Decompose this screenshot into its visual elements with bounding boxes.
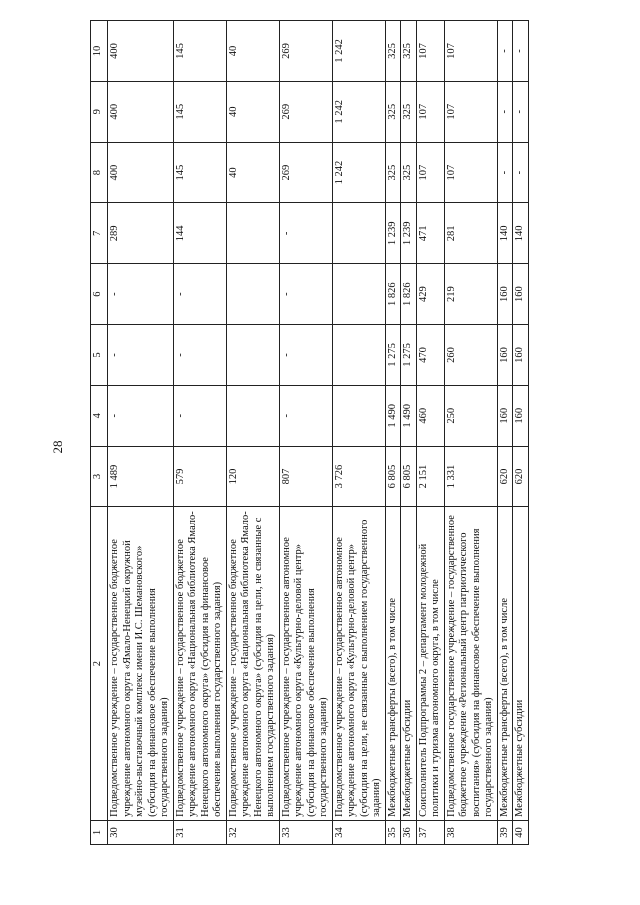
value-cell: 1 490 xyxy=(385,385,401,446)
value-cell: 250 xyxy=(444,385,497,446)
value-cell: 6 805 xyxy=(401,446,417,507)
value-cell: 400 xyxy=(108,81,174,142)
value-cell: 3 726 xyxy=(332,446,385,507)
header-cell: 9 xyxy=(91,81,108,142)
value-cell: 2 151 xyxy=(416,446,444,507)
value-cell: - xyxy=(108,264,174,325)
value-cell: 160 xyxy=(513,325,529,386)
header-cell: 6 xyxy=(91,264,108,325)
value-cell: 1 275 xyxy=(385,325,401,386)
header-cell: 2 xyxy=(91,507,108,820)
row-name-cell: Подведомственное учреждение – государственное автономное учреждение автономного округа «Культурно-деловой центр» (субсидия на цели, не связанные с выполнением государственного задания) xyxy=(332,507,385,820)
value-cell: 160 xyxy=(513,264,529,325)
value-cell: 269 xyxy=(279,21,332,82)
table-row xyxy=(497,21,513,845)
value-cell: 107 xyxy=(416,81,444,142)
value-cell: 6 805 xyxy=(385,446,401,507)
value-cell: 325 xyxy=(401,21,417,82)
value-cell: 429 xyxy=(416,264,444,325)
value-cell: 1 275 xyxy=(401,325,417,386)
value-cell: 471 xyxy=(416,203,444,264)
table-row xyxy=(173,21,226,845)
table-row xyxy=(279,21,332,845)
row-name-cell: Подведомственное учреждение – государственное бюджетное учреждение автономного округа «Национальная библиотека Ямало-Ненецкого автономного округа» (субсидия на финансовое обеспечение выполнения государственного задания) xyxy=(173,507,226,820)
row-number-cell: 31 xyxy=(173,820,226,844)
table-row xyxy=(444,21,497,845)
value-cell: 325 xyxy=(385,81,401,142)
row-number-cell: 30 xyxy=(108,820,174,844)
value-cell: - xyxy=(497,81,513,142)
row-name-cell: Подведомственное учреждение – государственное бюджетное учреждение автономного округа «Национальная библиотека Ямало-Ненецкого автономного округа» (субсидия на цели, не связанные с выполнением государственного задания) xyxy=(226,507,279,820)
value-cell: 620 xyxy=(497,446,513,507)
value-cell: 219 xyxy=(444,264,497,325)
value-cell: 269 xyxy=(279,81,332,142)
header-cell: 10 xyxy=(91,21,108,82)
value-cell: 145 xyxy=(173,21,226,82)
value-cell: 400 xyxy=(108,142,174,203)
row-name-cell: Межбюджетные трансферты (всего), в том числе xyxy=(497,507,513,820)
header-cell: 1 xyxy=(91,820,108,844)
row-number-cell: 32 xyxy=(226,820,279,844)
value-cell: 145 xyxy=(173,142,226,203)
row-name-cell: Подведомственное государственное учреждение – государственное бюджетное учреждение «Региональный центр патриотического воспитания» (субсидия на финансовое обеспечение выполнения государственного задания) xyxy=(444,507,497,820)
value-cell xyxy=(332,264,385,325)
table-row xyxy=(513,21,529,845)
value-cell: 1 331 xyxy=(444,446,497,507)
row-name-cell: Подведомственное учреждение – государственное автономное учреждение автономного округа «Культурно-деловой центр» (субсидия на финансовое обеспечение выполнения государственного задания) xyxy=(279,507,332,820)
value-cell: - xyxy=(173,325,226,386)
value-cell xyxy=(226,264,279,325)
value-cell: 1 239 xyxy=(401,203,417,264)
value-cell: 40 xyxy=(226,142,279,203)
value-cell xyxy=(226,385,279,446)
value-cell: - xyxy=(279,385,332,446)
value-cell: 470 xyxy=(416,325,444,386)
row-number-cell: 40 xyxy=(513,820,529,844)
row-name-cell: Межбюджетные трансферты (всего), в том числе xyxy=(385,507,401,820)
value-cell xyxy=(332,325,385,386)
value-cell: 1 239 xyxy=(385,203,401,264)
rotated-table xyxy=(90,20,600,845)
value-cell: 107 xyxy=(416,142,444,203)
value-cell: 620 xyxy=(513,446,529,507)
value-cell: 579 xyxy=(173,446,226,507)
value-cell: 460 xyxy=(416,385,444,446)
header-row xyxy=(91,21,108,845)
row-number-cell: 39 xyxy=(497,820,513,844)
value-cell: 1 242 xyxy=(332,21,385,82)
row-number-cell: 38 xyxy=(444,820,497,844)
budget-table xyxy=(90,20,529,845)
value-cell: 281 xyxy=(444,203,497,264)
table-row xyxy=(416,21,444,845)
value-cell: 160 xyxy=(497,385,513,446)
value-cell: 145 xyxy=(173,81,226,142)
row-number-cell: 36 xyxy=(401,820,417,844)
value-cell xyxy=(332,385,385,446)
value-cell: - xyxy=(108,325,174,386)
table-row xyxy=(385,21,401,845)
value-cell: - xyxy=(513,142,529,203)
value-cell: 40 xyxy=(226,81,279,142)
value-cell: 1 490 xyxy=(401,385,417,446)
value-cell: - xyxy=(173,264,226,325)
value-cell: - xyxy=(497,142,513,203)
value-cell: 160 xyxy=(513,385,529,446)
row-number-cell: 34 xyxy=(332,820,385,844)
value-cell: - xyxy=(513,21,529,82)
header-cell: 4 xyxy=(91,385,108,446)
value-cell: 260 xyxy=(444,325,497,386)
value-cell: 107 xyxy=(444,142,497,203)
row-name-cell: Подведомственное учреждение – государственное бюджетное учреждение автономного округа «Ямало-Ненецкий окружной музейно-выставочный комплекс имени И.С. Шемановского» (субсидия на финансовое обеспечение выполнения государственного задания) xyxy=(108,507,174,820)
value-cell: 1 489 xyxy=(108,446,174,507)
value-cell: 160 xyxy=(497,325,513,386)
row-name-cell: Соисполнитель Подпрограммы 2 – департамент молодежной политики и туризма автономного округа, в том числе xyxy=(416,507,444,820)
value-cell: 325 xyxy=(401,81,417,142)
header-cell: 5 xyxy=(91,325,108,386)
value-cell: 107 xyxy=(444,21,497,82)
value-cell: 269 xyxy=(279,142,332,203)
value-cell: 325 xyxy=(385,21,401,82)
header-cell: 8 xyxy=(91,142,108,203)
value-cell: 107 xyxy=(444,81,497,142)
value-cell: 107 xyxy=(416,21,444,82)
header-cell: 7 xyxy=(91,203,108,264)
value-cell: 1 826 xyxy=(385,264,401,325)
value-cell: - xyxy=(108,385,174,446)
value-cell: 289 xyxy=(108,203,174,264)
value-cell: 325 xyxy=(401,142,417,203)
budget-table-container xyxy=(90,20,600,845)
value-cell: 140 xyxy=(513,203,529,264)
value-cell: - xyxy=(279,203,332,264)
header-cell: 3 xyxy=(91,446,108,507)
value-cell: - xyxy=(279,325,332,386)
value-cell xyxy=(332,203,385,264)
value-cell: - xyxy=(173,385,226,446)
value-cell: 400 xyxy=(108,21,174,82)
table-row xyxy=(226,21,279,845)
value-cell: - xyxy=(513,81,529,142)
page-number: 28 xyxy=(50,440,65,454)
row-number-cell: 37 xyxy=(416,820,444,844)
value-cell: 1 242 xyxy=(332,142,385,203)
value-cell: 325 xyxy=(385,142,401,203)
row-name-cell: Межбюджетные субсидии xyxy=(513,507,529,820)
value-cell: - xyxy=(497,21,513,82)
row-number-cell: 35 xyxy=(385,820,401,844)
row-number-cell: 33 xyxy=(279,820,332,844)
value-cell xyxy=(226,325,279,386)
table-row xyxy=(332,21,385,845)
value-cell xyxy=(226,203,279,264)
value-cell: - xyxy=(279,264,332,325)
value-cell: 40 xyxy=(226,21,279,82)
table-row xyxy=(401,21,417,845)
value-cell: 144 xyxy=(173,203,226,264)
value-cell: 807 xyxy=(279,446,332,507)
value-cell: 1 826 xyxy=(401,264,417,325)
value-cell: 140 xyxy=(497,203,513,264)
value-cell: 160 xyxy=(497,264,513,325)
row-name-cell: Межбюджетные субсидии xyxy=(401,507,417,820)
value-cell: 1 242 xyxy=(332,81,385,142)
value-cell: 120 xyxy=(226,446,279,507)
table-row xyxy=(108,21,174,845)
